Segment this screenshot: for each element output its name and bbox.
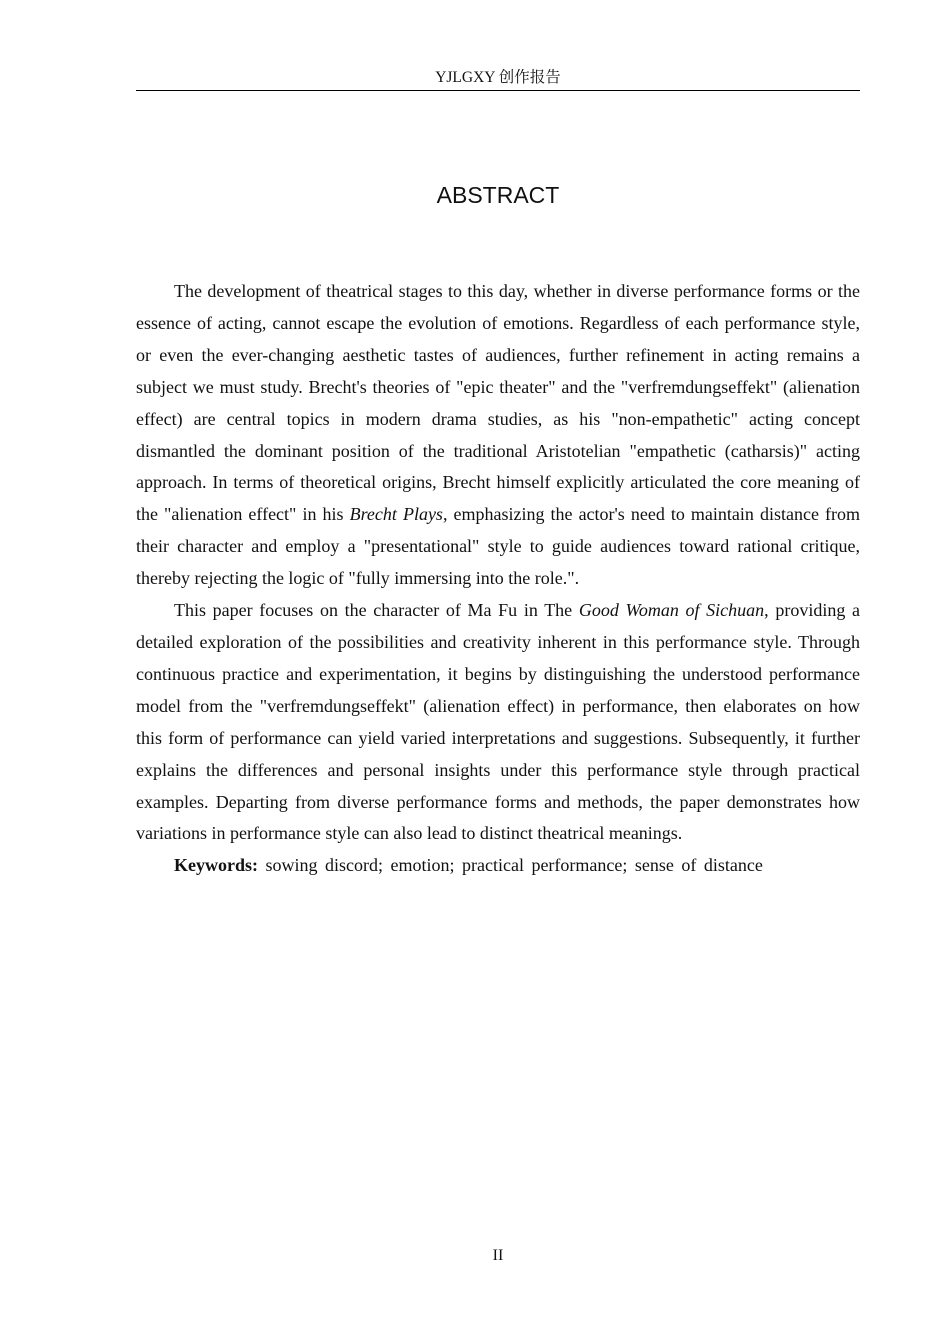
abstract-title: ABSTRACT bbox=[436, 182, 560, 208]
page-number: II bbox=[492, 1247, 504, 1264]
abstract-body bbox=[136, 276, 860, 882]
abstract-paragraph-1 bbox=[136, 276, 860, 595]
paragraph-1-text-after: , emphasizing the actor's need to maintain distance from their character and employ a "presentational" style to guide audiences toward rational critique, thereby rejecting the logic of "fully immersing into the role.". bbox=[136, 504, 860, 589]
paragraph-1-text: The development of theatrical stages to this day, whether in diverse performance forms or the essence of acting, cannot escape the evolution of emotions. Regardless of each performance style, or even the ever-changing aesthetic tastes of audiences, further refinement in acting remains a subject we must study. Brecht's theories of "epic theater" and the "verfremdungseffekt" (alienation effect) are central topics in modern drama studies, as his "non-empathetic" acting concept dismantled the dominant position of the traditional Aristotelian "empathetic (catharsis)" acting approach. In terms of theoretical origins, Brecht himself explicitly articulated the core meaning of the "alienation effect" in his bbox=[136, 281, 860, 525]
running-header bbox=[136, 68, 860, 91]
paragraph-2-italic-title: Good Woman of Sichuan bbox=[578, 600, 765, 621]
keywords-label: Keywords: bbox=[174, 855, 258, 876]
abstract-paragraph-2 bbox=[136, 595, 860, 850]
keywords-value: sowing discord; emotion; practical performance; sense of distance bbox=[265, 855, 763, 876]
paragraph-1-italic-title: Brecht Plays bbox=[349, 504, 443, 525]
paragraph-2-text-before: This paper focuses on the character of Ma Fu in The bbox=[174, 600, 579, 621]
running-header-title: YJLGXY 创作报告 bbox=[435, 69, 561, 86]
paragraph-2-text-after: , providing a detailed exploration of the possibilities and creativity inherent in this performance style. Through continuous practice and experimentation, it begins by distinguishing the understood performance model from the "verfremdungseffekt" (alienation effect) in performance, then elaborates on how this form of performance can yield varied interpretations and suggestions. Subsequently, it further explains the differences and personal insights under this performance style through practical examples. Departing from diverse performance forms and methods, the paper demonstrates how variations in performance style can also lead to distinct theatrical meanings. bbox=[136, 600, 860, 844]
keywords-line bbox=[136, 850, 860, 882]
